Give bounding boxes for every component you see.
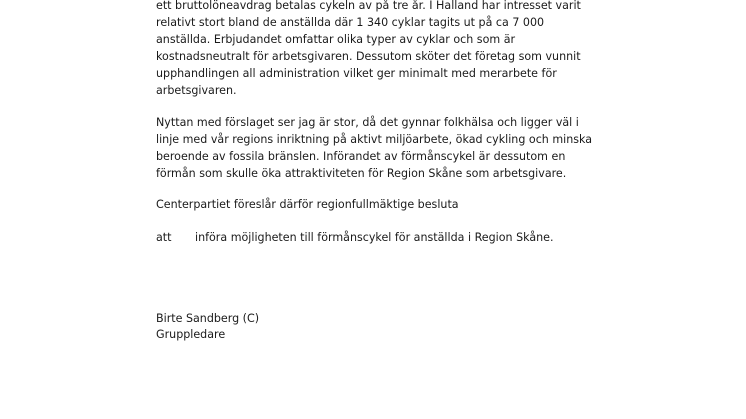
text-line: anställda. Erbjudandet omfattar olika typer av cyklar och som är: [156, 33, 516, 46]
text-line: Centerpartiet föreslår därför regionfullmäktige besluta: [156, 198, 459, 211]
text-line: upphandlingen all administration vilket ger minimalt med merarbete för: [156, 67, 557, 80]
text-line: förmån som skulle öka attraktiviteten för Region Skåne som arbetsgivare.: [156, 167, 567, 180]
text-line: ett bruttolöneavdrag betalas cykeln av på tre år. I Halland har intresset varit: [156, 0, 581, 12]
signature-block: [156, 311, 259, 343]
signature-title: Gruppledare: [156, 328, 226, 341]
paragraph-benefits: [156, 114, 592, 182]
text-line: kostnadsneutralt för arbetsgivaren. Dessutom sköter det företag som vunnit: [156, 50, 581, 63]
motion-text: införa möjligheten till förmånscykel för anställda i Region Skåne.: [195, 231, 554, 244]
proposal-intro: [156, 196, 459, 213]
text-line: linje med vår regions inriktning på aktivt miljöarbete, ökad cykling och minska: [156, 133, 593, 146]
motion-prefix: att: [156, 231, 172, 244]
text-line: Nyttan med förslaget ser jag är stor, då det gynnar folkhälsa och ligger väl i: [156, 116, 579, 129]
text-line: arbetsgivaren.: [156, 84, 237, 97]
paragraph-cost-and-interest: [156, 0, 581, 99]
signature-name: Birte Sandberg (C): [156, 312, 260, 325]
text-line: beroende av fossila bränslen. Införandet av förmånscykel är dessutom en: [156, 150, 566, 163]
motion-clause: [156, 229, 554, 246]
text-line: relativt stort bland de anställda där 1 340 cyklar tagits ut på ca 7 000: [156, 16, 545, 29]
